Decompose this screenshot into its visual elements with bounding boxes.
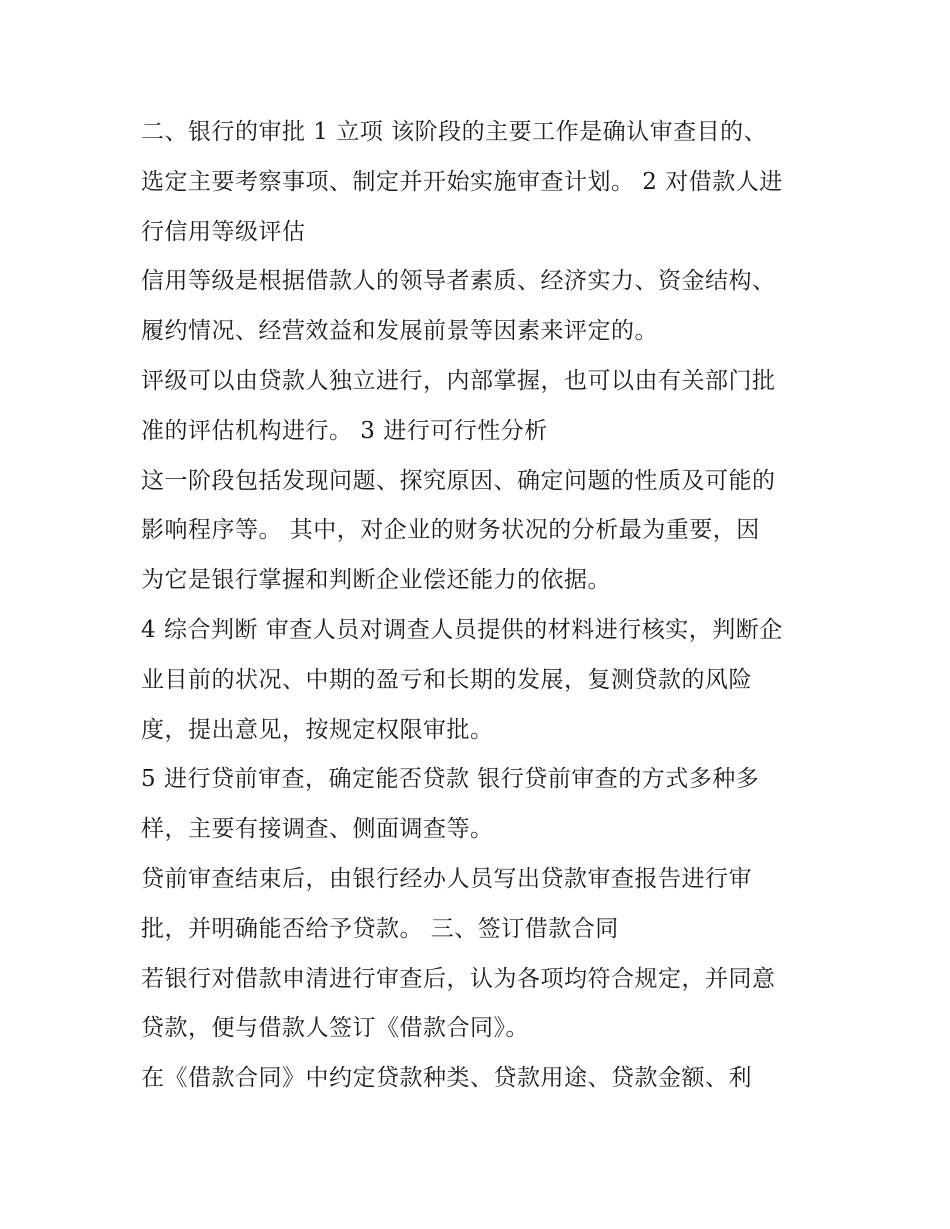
text-line: 业目前的状况、中期的盈亏和长期的发展，复测贷款的风险	[141, 666, 752, 693]
text-line: 影响程序等。 其中，对企业的财务状况的分析最为重要，因	[141, 517, 760, 544]
text-line: 行信用等级评估	[141, 218, 306, 245]
text-line: 履约情况、经营效益和发展前景等因素来评定的。	[141, 318, 658, 345]
text-line: 贷前审查结束后，由银行经办人员写出贷款审查报告进行审	[141, 865, 752, 892]
text-line: 批，并明确能否给予贷款。 三、签订借款合同	[141, 915, 619, 942]
text-line: 评级可以由贷款人独立进行，内部掌握，也可以由有关部门批	[141, 367, 776, 394]
text-line: 若银行对借款申清进行审查后，认为各项均符合规定，并同意	[141, 965, 776, 992]
text-line: 为它是银行掌握和判断企业偿还能力的依据。	[141, 567, 611, 594]
text-line: 准的评估机构进行。 3 进行可行性分析	[141, 417, 548, 444]
text-line: 这一阶段包括发现问题、探究原因、确定问题的性质及可能的	[141, 467, 776, 494]
text-line: 二、银行的审批 1 立项 该阶段的主要工作是确认审查目的、	[141, 119, 768, 145]
text-line: 选定主要考察事项、制定并开始实施审查计划。 2 对借款人进	[141, 168, 783, 195]
text-line: 5 进行贷前审查，确定能否贷款 银行贷前审查的方式多种多	[141, 766, 760, 793]
text-line: 样，主要有接调查、侧面调查等。	[141, 816, 494, 843]
text-line: 信用等级是根据借款人的领导者素质、经济实力、资金结构、	[141, 268, 776, 295]
document-body	[141, 108, 821, 1104]
text-line: 贷款，便与借款人签订《借款合同》。	[141, 1015, 529, 1042]
text-line: 度，提出意见，按规定权限审批。	[141, 716, 494, 743]
text-line: 4 综合判断 审查人员对调查人员提供的材料进行核实，判断企	[141, 616, 783, 643]
text-line: 在《借款合同》中约定贷款种类、贷款用途、贷款金额、利	[141, 1065, 752, 1092]
